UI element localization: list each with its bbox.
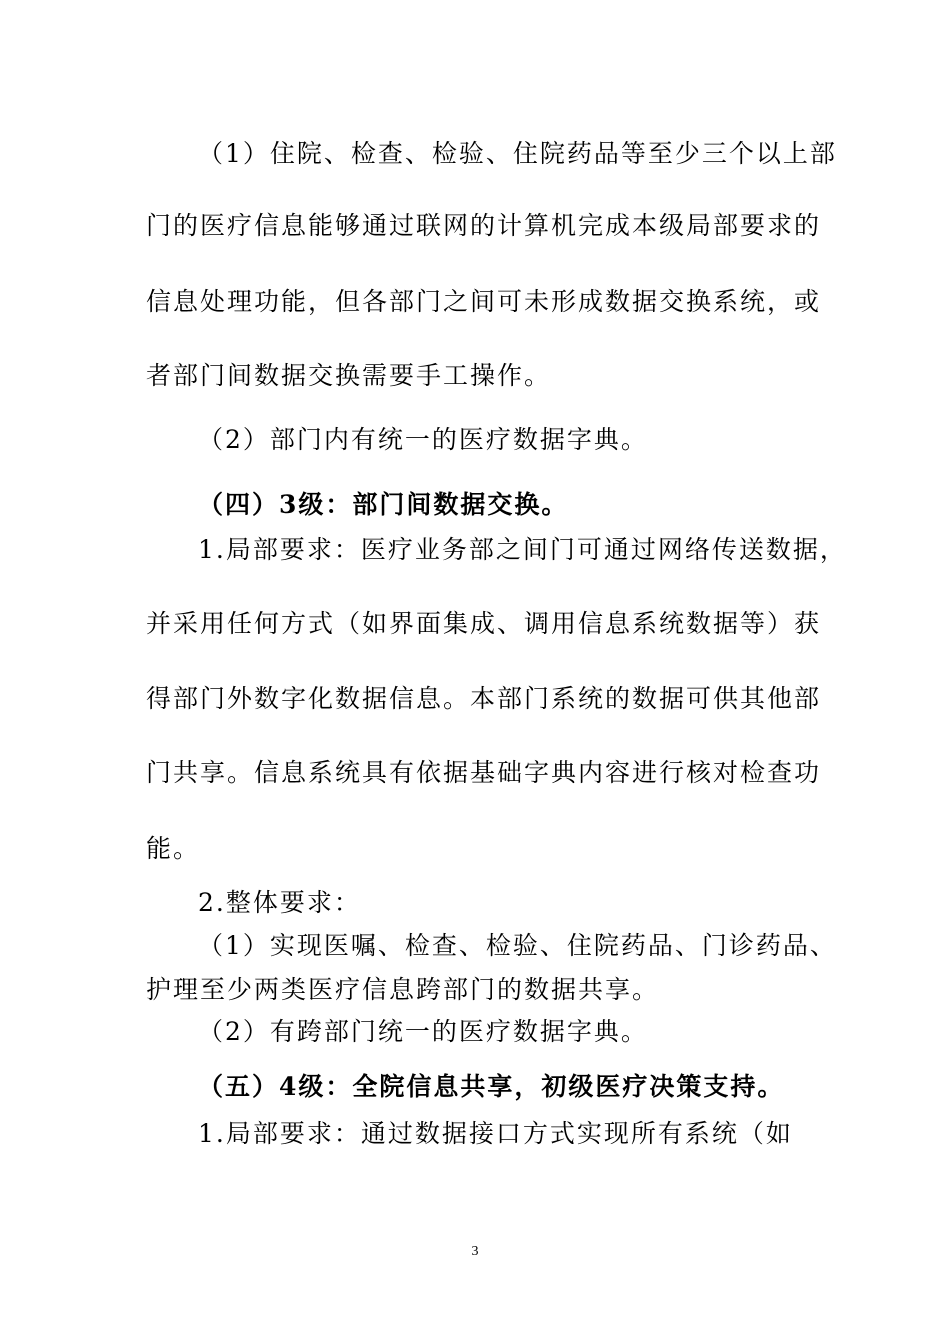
- paragraph-line: 并采用任何方式（如界面集成、调用信息系统数据等）获: [146, 609, 822, 638]
- paragraph-line: 得部门外数字化数据信息。本部门系统的数据可供其他部: [146, 684, 822, 713]
- paragraph-line: （2）有跨部门统一的医疗数据字典。: [198, 1017, 648, 1046]
- paragraph-line: 1.局部要求：医疗业务部之间门可通过网络传送数据，: [198, 535, 847, 564]
- paragraph-line: 能。: [146, 834, 201, 863]
- section-heading: （四）3级：部门间数据交换。: [198, 490, 569, 519]
- paragraph-line: 者部门间数据交换需要手工操作。: [146, 361, 552, 390]
- paragraph-line: （1）实现医嘱、检查、检验、住院药品、门诊药品、: [198, 931, 837, 960]
- paragraph-line: 信息处理功能，但各部门之间可未形成数据交换系统，或: [146, 287, 822, 316]
- paragraph-line: 2.整体要求：: [198, 888, 361, 917]
- paragraph-line: 1.局部要求：通过数据接口方式实现所有系统（如: [198, 1119, 793, 1148]
- page-number: 3: [471, 1244, 479, 1259]
- paragraph-line: 门的医疗信息能够通过联网的计算机完成本级局部要求的: [146, 211, 822, 240]
- paragraph-line: （1）住院、检查、检验、住院药品等至少三个以上部: [198, 139, 837, 168]
- paragraph-line: （2）部门内有统一的医疗数据字典。: [198, 425, 648, 454]
- section-heading: （五）4级：全院信息共享，初级医疗决策支持。: [198, 1072, 785, 1101]
- paragraph-line: 门共享。信息系统具有依据基础字典内容进行核对检查功: [146, 758, 822, 787]
- paragraph-line: 护理至少两类医疗信息跨部门的数据共享。: [146, 975, 660, 1004]
